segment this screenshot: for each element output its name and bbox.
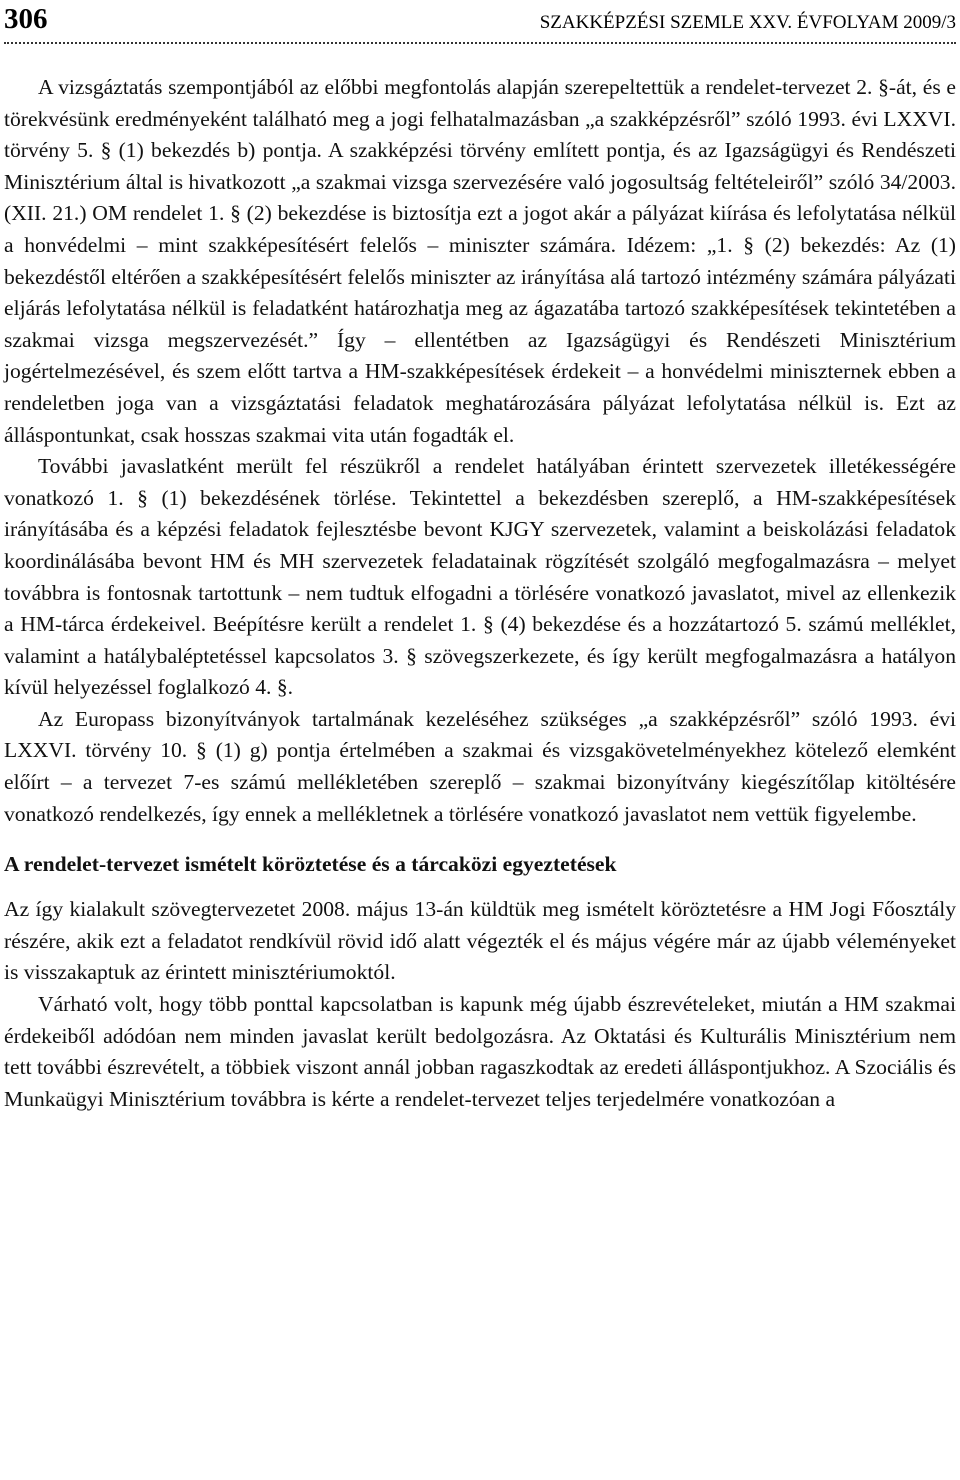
- running-header: [4, 0, 956, 34]
- journal-title: SZAKKÉPZÉSI SZEMLE XXV. ÉVFOLYAM 2009/3: [539, 12, 956, 33]
- header-divider: [4, 42, 956, 44]
- page-number: 306: [4, 3, 48, 35]
- paragraph: További javaslatként merült fel részükről a rendelet hatályában érintett szervezetek illetékességére vonatkozó 1. § (1) bekezdésének törlése. Tekintettel a bekezdésben szereplő, a HM-szakképesítések irányításába és a képzési feladatok fejlesztésbe bevont KJGY szervezetek, valamint a beiskolázási feladatok koordinálásába bevont HM és MH szervezetek feladatainak rögzítését szolgáló megfogalmazásra – melyet továbbra is fontosnak tartottunk – nem tudtuk elfogadni a törlésére vonatkozó javaslatot, mivel az ellenkezik a HM-tárca érdekeivel. Beépítésre került a rendelet 1. § (4) bekezdése és a hozzátartozó 5. számú melléklet, valamint a hatálybaléptetéssel kapcsolatos 3. § szövegszerkezete, és így került megfogalmazásra a hatályon kívül helyezéssel foglalkozó 4. §.: [4, 454, 956, 700]
- section-heading: A rendelet-tervezet ismételt köröztetése és a tárcaközi egyeztetések: [4, 852, 617, 877]
- paragraph: Az így kialakult szövegtervezetet 2008. május 13-án küldtük meg ismételt köröztetésre a HM Jogi Főosztály részére, akik ezt a feladatot rendkívül rövid idő alatt végezték el és május végére már az újabb véleményeket is visszakaptuk az érintett minisztériumoktól.: [4, 897, 956, 985]
- paragraph: Várható volt, hogy több ponttal kapcsolatban is kapunk még újabb észrevételeket, miután a HM szakmai érdekeiből adódóan nem minden javaslat került bedolgozásra. Az Oktatási és Kulturális Minisztérium nem tett további észrevételt, a többiek viszont annál jobban ragaszkodtak az eredeti álláspontjukhoz. A Szociális és Munkaügyi Minisztérium továbbra is kérte a rendelet-tervezet teljes terjedelmére vonatkozóan a: [4, 992, 956, 1111]
- article-body: [4, 72, 956, 1115]
- paragraph: Az Europass bizonyítványok tartalmának kezeléséhez szükséges „a szakképzésről” szóló 1993. évi LXXVI. törvény 10. § (1) g) pontja értelmében a szakmai és vizsgakövetelményekhez kötelező elemként előírt – a tervezet 7-es számú mellékletében szereplő – szakmai bizonyítvány kiegészítőlap kitöltésére vonatkozó rendelkezés, így ennek a mellékletnek a törlésére vonatkozó javaslatot nem vettük figyelembe.: [4, 706, 956, 826]
- paragraph: A vizsgáztatás szempontjából az előbbi megfontolás alapján szerepeltettük a rendelet-tervezet 2. §-át, és e törekvésünk eredményeként található meg a jogi felhatalmazásban „a szakképzésről” szóló 1993. évi LXXVI. törvény 5. § (1) bekezdés b) pontja. A szakképzési törvény említett pontja, és az Igazságügyi és Rendészeti Minisztérium által is hivatkozott „a szakmai vizsga szervezésére való jogosultság feltételeiről” szóló 34/2003. (XII. 21.) OM rendelet 1. § (2) bekezdése is biztosítja ezt a jogot akár a pályázat kiírása és lefolytatása nélkül a honvédelmi – mint szakképesítésért felelős – miniszter számára. Idézem: „1. § (2) bekezdés: Az (1) bekezdéstől eltérően a szakképesítésért felelős miniszter az irányítása alá tartozó intézmény számára pályázati eljárás lefolytatása nélkül is feladatként határozhatja meg az ágazatába tartozó szakképesítések tekintetében a szakmai vizsga megszervezését.” Így – ellentétben az Igazságügyi és Rendészeti Minisztérium jogértelmezésével, és szem előtt tartva a HM-szakképesítések érdekeit – a honvédelmi miniszternek ebben a rendeletben joga van a vizsgáztatási feladatok meghatározására pályázat lefolytatása nélkül is. Ezt az álláspontunkat, csak hosszas szakmai vita után fogadták el.: [4, 75, 956, 447]
